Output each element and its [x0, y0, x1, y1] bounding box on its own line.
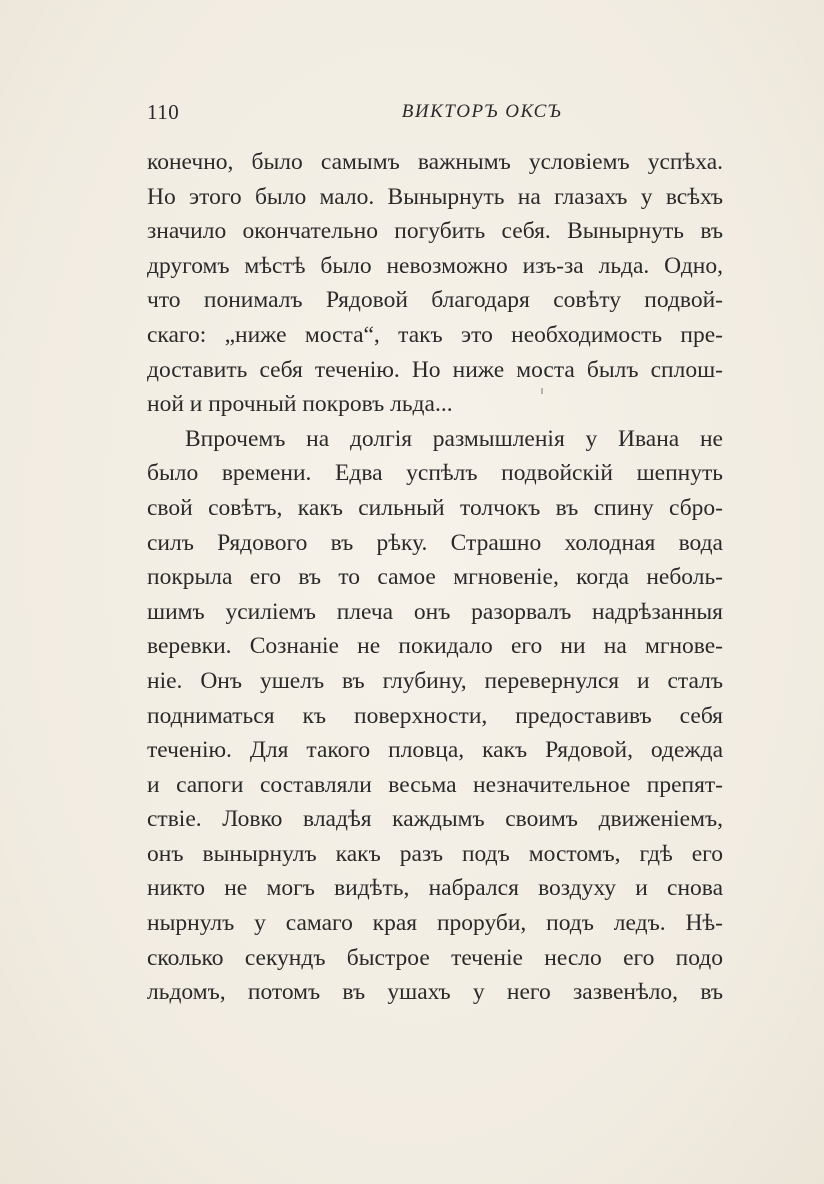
text-line: Но этого было мало. Вынырнуть на глазахъ у всѣхъ: [147, 183, 723, 210]
text-line: значило окончательно погубить себя. Вынырнуть въ: [147, 218, 723, 245]
text-line: ной и прочный покровъ льда...: [147, 391, 453, 418]
text-line: другомъ мѣстѣ было невозможно изъ-за льда. Одно,: [147, 252, 723, 279]
text-line: нырнулъ у самаго края проруби, подъ ледъ. Нѣ-: [147, 910, 723, 937]
running-title: ВИКТОРЪ ОКСЪ: [401, 101, 563, 122]
text-line: свой совѣтъ, какъ сильный толчокъ въ спину сбро-: [147, 494, 723, 521]
text-line: шимъ усиліемъ плеча онъ разорвалъ надрѣзанныя: [147, 598, 723, 625]
text-line: никто не могъ видѣть, набрался воздуху и снова: [147, 875, 723, 902]
text-line: доставить себя теченію. Но ниже моста былъ сплош-: [147, 356, 723, 383]
text-line: и сапоги составляли весьма незначительное препят-: [147, 771, 723, 798]
text-line: ніе. Онъ ушелъ въ глубину, перевернулся и сталъ: [147, 667, 723, 694]
text-line: сколько секундъ быстрое теченіе несло его подо: [147, 944, 723, 971]
body-text: [147, 145, 723, 1010]
text-line: веревки. Сознаніе не покидало его ни на мгнове-: [147, 633, 723, 660]
page-header: [147, 100, 723, 130]
page-number: 110: [147, 100, 180, 124]
text-line: покрыла его въ то самое мгновеніе, когда неболь-: [147, 564, 723, 591]
text-line: онъ вынырнулъ какъ разъ подъ мостомъ, гдѣ его: [147, 840, 723, 867]
text-line: было времени. Едва успѣлъ подвойскій шепнуть: [147, 460, 723, 487]
text-line: подниматься къ поверхности, предоставивъ себя: [147, 702, 723, 729]
text-line: скаго: „ниже моста“, такъ это необходимость пре-: [147, 321, 723, 348]
text-line: конечно, было самымъ важнымъ условіемъ успѣха.: [147, 149, 723, 175]
text-line: силъ Рядового въ рѣку. Страшно холодная вода: [147, 529, 723, 556]
text-line: Впрочемъ на долгія размышленія у Ивана не: [185, 425, 723, 452]
text-line: льдомъ, потомъ въ ушахъ у него зазвенѣло, въ: [147, 979, 723, 1006]
text-line: ствіе. Ловко владѣя каждымъ своимъ движеніемъ,: [147, 806, 723, 833]
text-line: теченію. Для такого пловца, какъ Рядовой, одежда: [147, 737, 723, 764]
paper-speck: [541, 388, 543, 394]
text-line: что понималъ Рядовой благодаря совѣту подвой-: [147, 287, 723, 314]
